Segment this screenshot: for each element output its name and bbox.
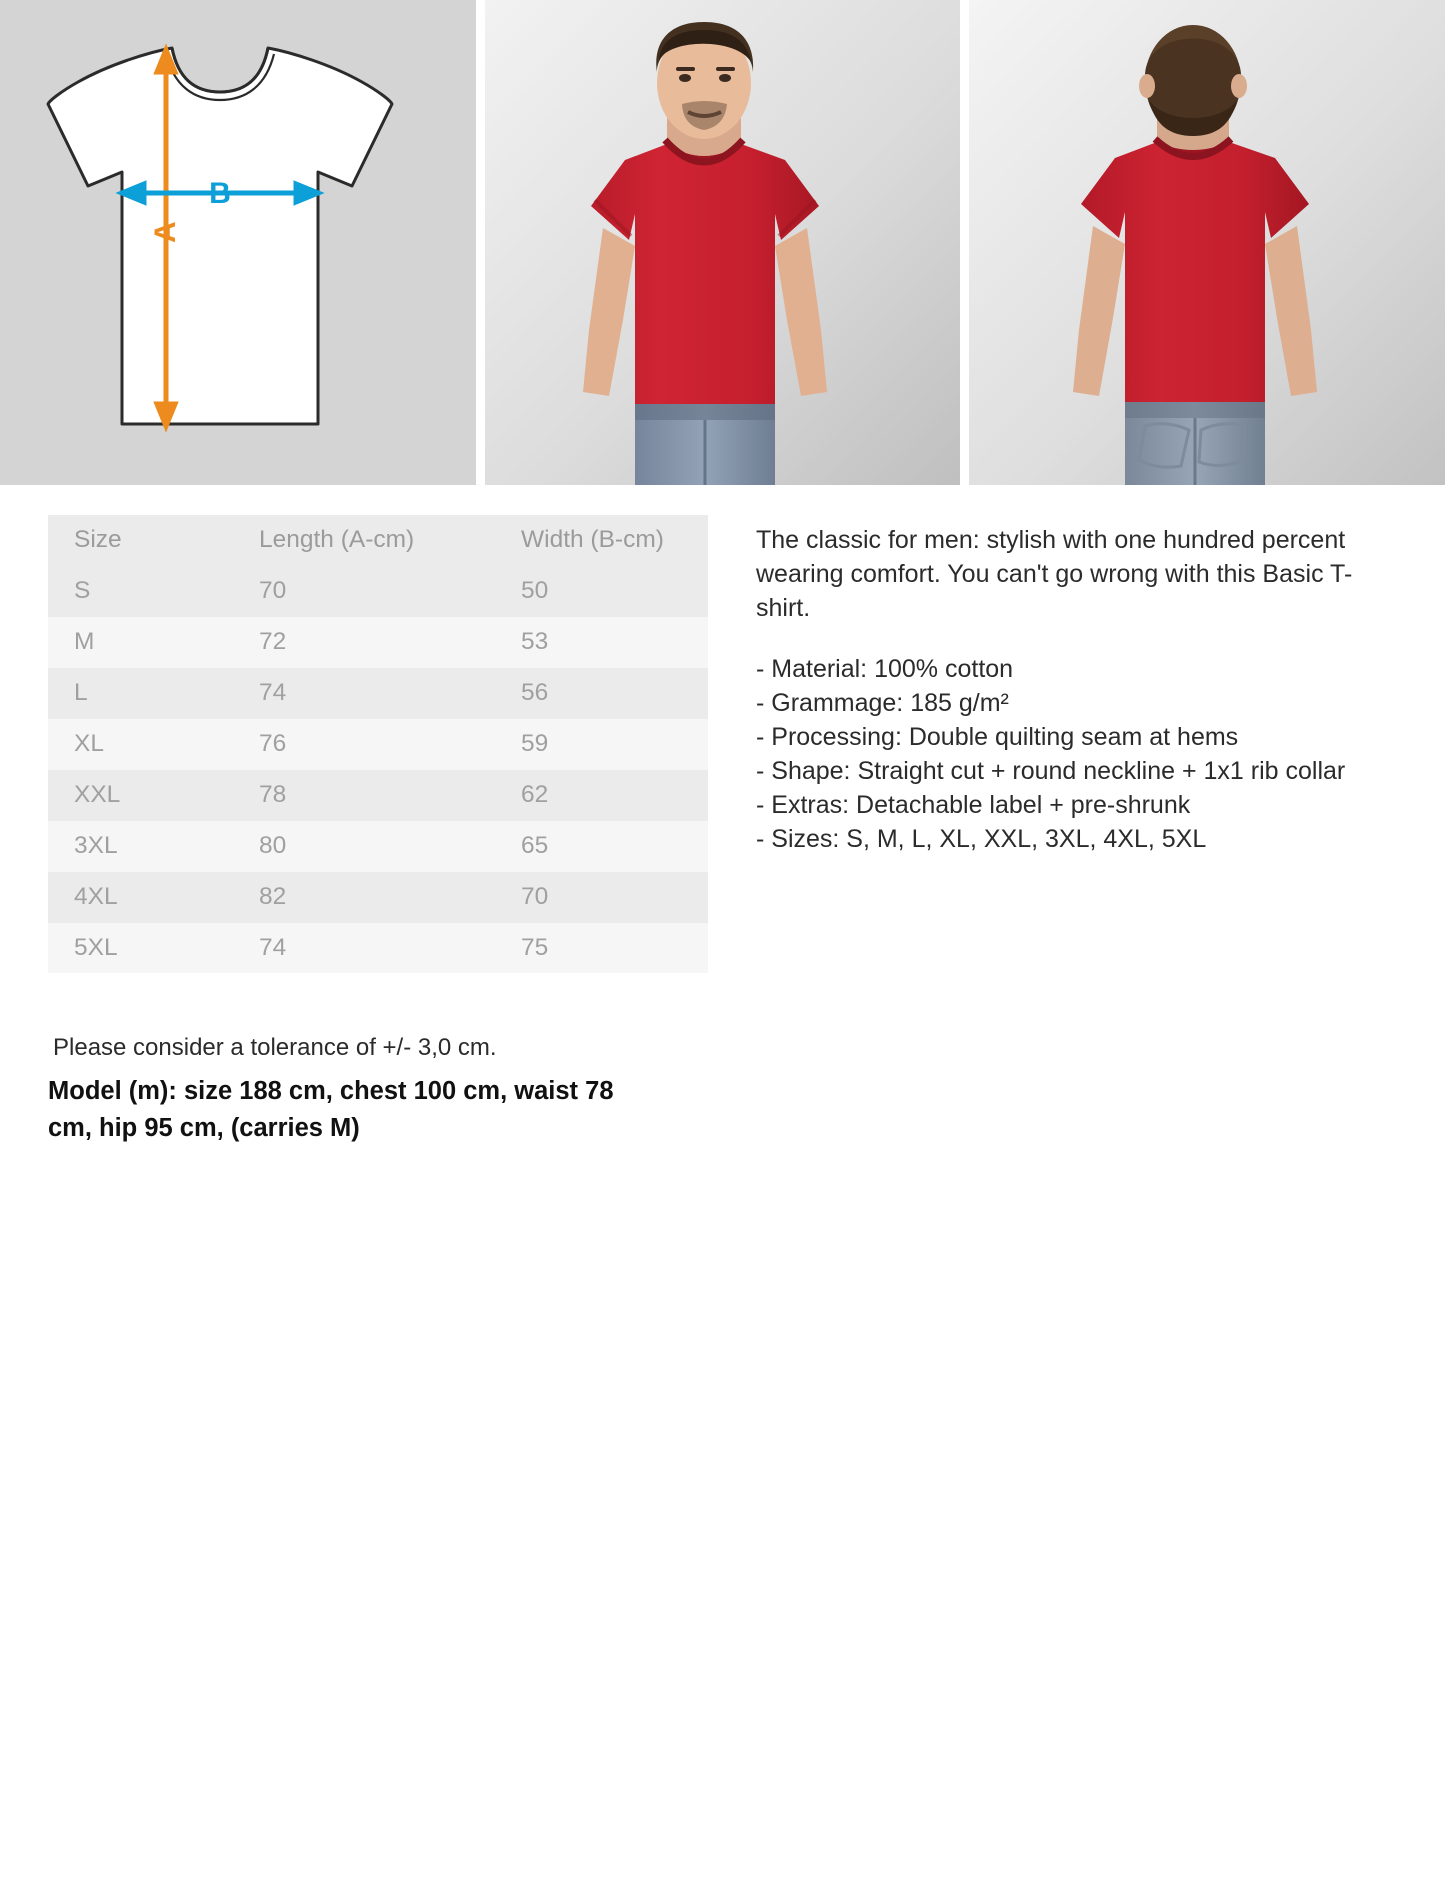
spec-grammage: - Grammage: 185 g/m² — [756, 689, 1009, 717]
column-header-width: Width (B-cm) — [495, 515, 708, 566]
product-description — [756, 515, 1397, 856]
model-back-photo — [969, 0, 1445, 485]
cell-size: XL — [48, 719, 233, 770]
cell-width: 50 — [495, 566, 708, 617]
description-spacer — [756, 625, 1397, 652]
cell-width: 62 — [495, 770, 708, 821]
column-header-size: Size — [48, 515, 233, 566]
cell-width: 56 — [495, 668, 708, 719]
model-back-illustration — [969, 0, 1445, 485]
model-front-photo — [485, 0, 961, 485]
cell-length: 80 — [233, 821, 495, 872]
size-chart-table — [48, 515, 708, 973]
tolerance-note: Please consider a tolerance of +/- 3,0 cm. — [53, 1034, 497, 1062]
table-header-row — [48, 515, 708, 566]
cell-width: 75 — [495, 923, 708, 974]
tshirt-diagram-svg — [0, 0, 476, 485]
cell-length: 72 — [233, 617, 495, 668]
cell-length: 78 — [233, 770, 495, 821]
table-row — [48, 719, 708, 770]
table-row — [48, 770, 708, 821]
product-image-strip — [0, 0, 1445, 485]
spec-material: - Material: 100% cotton — [756, 655, 1014, 683]
cell-size: M — [48, 617, 233, 668]
cell-size: 5XL — [48, 923, 233, 974]
cell-length: 76 — [233, 719, 495, 770]
spec-sizes: - Sizes: S, M, L, XL, XXL, 3XL, 4XL, 5XL — [756, 825, 1207, 853]
cell-size: XXL — [48, 770, 233, 821]
size-diagram-panel — [0, 0, 476, 485]
table-row — [48, 872, 708, 923]
cell-width: 70 — [495, 872, 708, 923]
cell-size: L — [48, 668, 233, 719]
column-header-length: Length (A-cm) — [233, 515, 495, 566]
spec-processing: - Processing: Double quilting seam at hems — [756, 723, 1239, 751]
model-measurements: Model (m): size 188 cm, chest 100 cm, waist 78 cm, hip 95 cm, (carries M) — [48, 1077, 614, 1142]
cell-length: 74 — [233, 923, 495, 974]
cell-size: 4XL — [48, 872, 233, 923]
cell-width: 59 — [495, 719, 708, 770]
model-front-illustration — [485, 0, 961, 485]
table-row — [48, 566, 708, 617]
spec-list — [756, 652, 1397, 856]
arrow-a-label: A — [149, 221, 182, 243]
table-row — [48, 821, 708, 872]
cell-size: S — [48, 566, 233, 617]
spec-extras: - Extras: Detachable label + pre-shrunk — [756, 791, 1191, 819]
cell-width: 65 — [495, 821, 708, 872]
arrow-b-label: B — [209, 177, 231, 210]
cell-length: 70 — [233, 566, 495, 617]
cell-size: 3XL — [48, 821, 233, 872]
table-row — [48, 668, 708, 719]
table-row — [48, 617, 708, 668]
product-details — [0, 485, 1445, 973]
table-row — [48, 923, 708, 974]
footnotes — [0, 973, 700, 1147]
cell-width: 53 — [495, 617, 708, 668]
description-intro: The classic for men: stylish with one hundred percent wearing comfort. You can't go wrong with this Basic T-shirt. — [756, 526, 1353, 622]
cell-length: 74 — [233, 668, 495, 719]
spec-shape: - Shape: Straight cut + round neckline + 1x1 rib collar — [756, 757, 1346, 785]
cell-length: 82 — [233, 872, 495, 923]
